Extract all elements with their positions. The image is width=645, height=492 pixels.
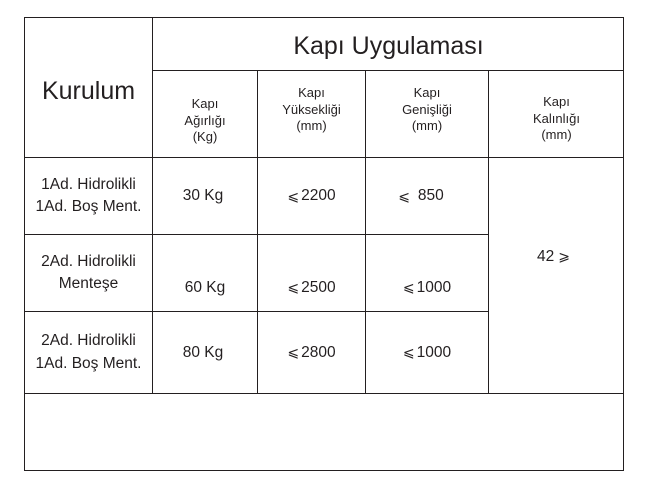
less-equal-icon: ⩽ [287,279,300,295]
weight-value: 60 Kg [184,279,226,296]
row-header-title: Kurulum [41,77,136,105]
weight-value: 30 Kg [182,187,224,204]
door-spec-table [24,17,624,471]
less-equal-icon: ⩽ [398,187,410,204]
table-title: Kapı Uygulaması [293,31,484,60]
column-header-width: Kapı Genişliği (mm) [402,84,452,134]
width-value: ⩽ 1000 [402,343,452,361]
less-equal-icon: ⩽ [402,279,415,295]
less-equal-icon: ⩽ [402,344,415,360]
empty-footer-area [25,394,624,471]
weight-value: 80 Kg [182,343,224,361]
width-value: ⩽ 1000 [402,279,452,296]
row-label: 1Ad. Hidrolikli 1Ad. Boş Ment. [35,175,142,215]
column-header-weight: Kapı Ağırlığı (Kg) [184,95,226,145]
column-header-height: Kapı Yüksekliği (mm) [282,84,341,134]
thickness-value: 42 ⩾ [537,248,570,265]
less-equal-icon: ⩽ [287,187,300,204]
row-label: 2Ad. Hidrolikli Menteşe [41,252,136,292]
column-header-thickness: Kapı Kalınlığı (mm) [533,93,580,143]
height-value: ⩽ 2200 [287,187,336,204]
width-value: ⩽ 850 [398,187,444,204]
greater-equal-icon: ⩾ [558,248,570,264]
height-value: ⩽ 2800 [287,343,336,361]
less-equal-icon: ⩽ [287,344,300,360]
row-label: 2Ad. Hidrolikli 1Ad. Boş Ment. [35,332,142,372]
height-value: ⩽ 2500 [287,279,336,296]
